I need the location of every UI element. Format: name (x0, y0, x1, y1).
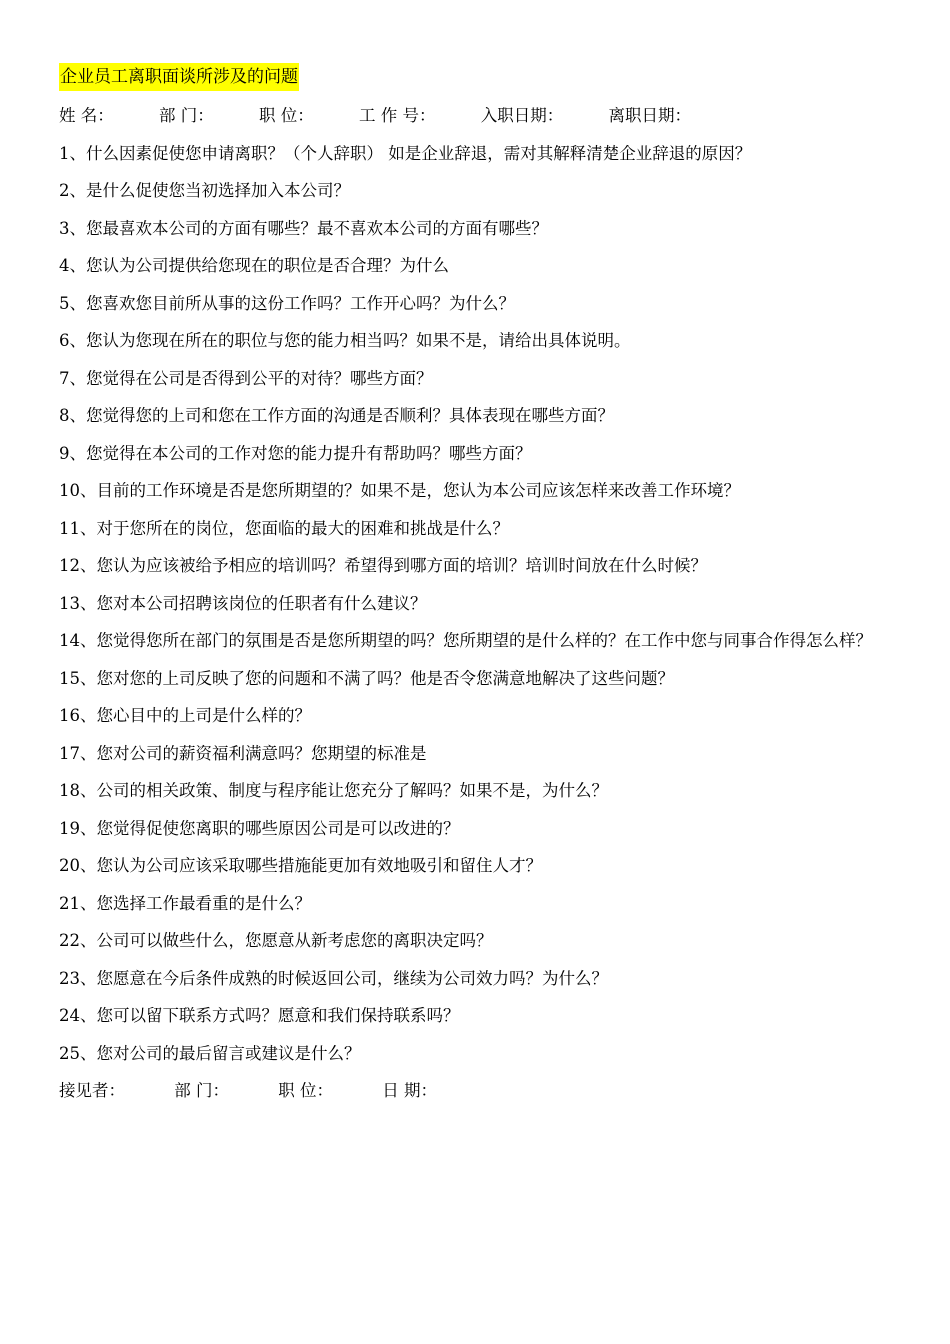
question-item: 12、您认为应该被给予相应的培训吗？希望得到哪方面的培训？培训时间放在什么时候？ (59, 556, 707, 575)
question-item: 22、公司可以做些什么，您愿意从新考虑您的离职决定吗？ (59, 931, 493, 950)
question-item: 13、您对本公司招聘该岗位的任职者有什么建议？ (59, 593, 427, 613)
question-item: 9、您觉得在本公司的工作对您的能力提升有帮助吗？哪些方面？ (59, 443, 532, 463)
field-interviewer-position: 职 位： (278, 1081, 333, 1100)
field-leave-date: 离职日期： (608, 106, 691, 125)
question-item: 24、您可以留下联系方式吗？愿意和我们保持联系吗？ (59, 1006, 460, 1025)
question-item: 21、您选择工作最看重的是什么？ (59, 893, 311, 913)
question-item: 5、您喜欢您目前所从事的这份工作吗？工作开心吗？为什么？ (59, 293, 515, 313)
question-item: 17、您对公司的薪资福利满意吗？您期望的标准是 (59, 743, 427, 763)
employee-info-row (59, 97, 899, 135)
field-department: 部 门： (159, 106, 214, 125)
question-item: 3、您最喜欢本公司的方面有哪些？最不喜欢本公司的方面有哪些？ (59, 218, 548, 238)
question-item: 1、什么因素促使您申请离职？（个人辞职） 如是企业辞退，需对其解释清楚企业辞退的原因？ (59, 143, 752, 163)
question-item: 10、目前的工作环境是否是您所期望的？如果不是，您认为本公司应该怎样来改善工作环境？ (59, 481, 740, 500)
document-page (59, 60, 899, 1110)
field-interviewer-department: 部 门： (174, 1081, 229, 1100)
question-item: 25、您对公司的最后留言或建议是什么？ (59, 1043, 361, 1063)
question-item: 19、您觉得促使您离职的哪些原因公司是可以改进的？ (59, 818, 460, 838)
document-title: 企业员工离职面谈所涉及的问题 (59, 63, 299, 91)
question-item: 6、您认为您现在所在的职位与您的能力相当吗？如果不是，请给出具体说明。 (59, 331, 631, 350)
question-item: 11、对于您所在的岗位，您面临的最大的困难和挑战是什么？ (59, 518, 509, 538)
interviewer-info-row (59, 1072, 899, 1110)
question-item: 2、是什么促使您当初选择加入本公司？ (59, 181, 350, 200)
question-item: 14、您觉得您所在部门的氛围是否是您所期望的吗？您所期望的是什么样的？在工作中您与同事合作得怎么样？ (59, 631, 872, 650)
question-item: 4、您认为公司提供给您现在的职位是否合理？为什么 (59, 256, 449, 275)
question-item: 16、您心目中的上司是什么样的？ (59, 706, 311, 725)
field-interviewer: 接见者： (59, 1081, 125, 1100)
question-item: 18、公司的相关政策、制度与程序能让您充分了解吗？如果不是，为什么？ (59, 781, 608, 800)
title-line (59, 60, 899, 97)
question-item: 7、您觉得在公司是否得到公平的对待？哪些方面？ (59, 368, 433, 388)
field-work-number: 工 作 号： (359, 106, 436, 125)
field-name: 姓 名： (59, 106, 114, 125)
field-position: 职 位： (259, 106, 314, 125)
question-item: 8、您觉得您的上司和您在工作方面的沟通是否顺利？具体表现在哪些方面？ (59, 406, 614, 425)
field-hire-date: 入职日期： (480, 106, 564, 125)
question-item: 20、您认为公司应该采取哪些措施能更加有效地吸引和留住人才？ (59, 856, 542, 875)
field-interview-date: 日 期： (382, 1081, 437, 1100)
question-item: 23、您愿意在今后条件成熟的时候返回公司，继续为公司效力吗？为什么？ (59, 968, 608, 988)
question-item: 15、您对您的上司反映了您的问题和不满了吗？他是否令您满意地解决了这些问题？ (59, 668, 674, 688)
